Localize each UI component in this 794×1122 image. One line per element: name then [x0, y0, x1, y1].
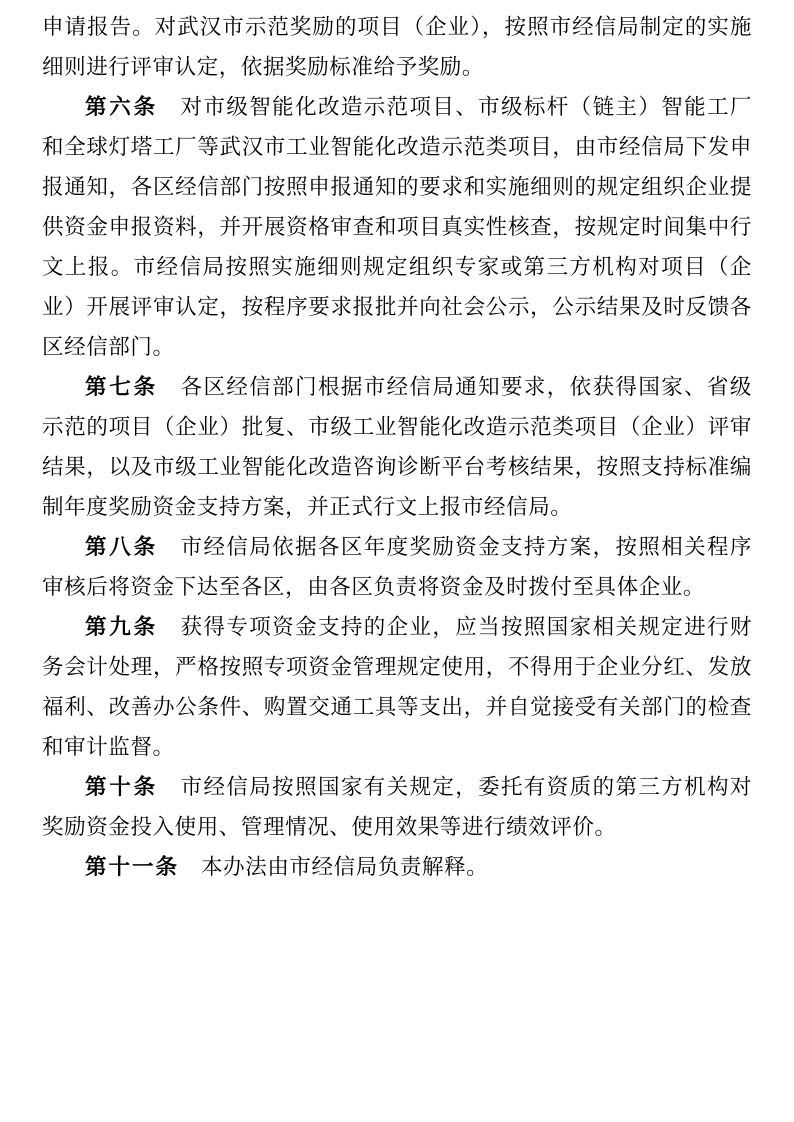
article-paragraph-6 [42, 88, 752, 368]
article-text-7: 各区经信部门根据市经信局通知要求，依获得国家、省级示范的项目（企业）批复、市级工业智能化改造示范类项目（企业）评审结果，以及市级工业智能化改造咨询诊断平台考核结果，按照支持标准编制年度奖励资金支持方案，并正式行文上报市经信局。 [42, 375, 752, 520]
article-paragraph-8 [42, 528, 752, 608]
article-paragraph-11 [42, 848, 752, 888]
article-text-11: 本办法由市经信局负责解释。 [201, 855, 489, 880]
document-body [42, 8, 752, 888]
article-text-8: 市经信局依据各区年度奖励资金支持方案，按照相关程序审核后将资金下达至各区，由各区负责将资金及时拨付至具体企业。 [42, 535, 752, 600]
article-text-6: 对市级智能化改造示范项目、市级标杆（链主）智能工厂和全球灯塔工厂等武汉市工业智能化改造示范类项目，由市经信局下发申报通知，各区经信部门按照申报通知的要求和实施细则的规定组织企业提供资金申报资料，并开展资格审查和项目真实性核查，按规定时间集中行文上报。市经信局按照实施细则规定组织专家或第三方机构对项目（企业）开展评审认定，按程序要求报批并向社会公示，公示结果及时反馈各区经信部门。 [42, 95, 752, 360]
article-label-6: 第六条 [85, 95, 158, 120]
article-label-7: 第七条 [85, 375, 158, 400]
article-paragraph-9 [42, 608, 752, 768]
continued-paragraph: 申请报告。对武汉市示范奖励的项目（企业），按照市经信局制定的实施细则进行评审认定，依据奖励标准给予奖励。 [42, 15, 752, 80]
article-label-9: 第九条 [85, 615, 158, 640]
article-label-10: 第十条 [85, 775, 158, 800]
article-text-9: 获得专项资金支持的企业，应当按照国家相关规定进行财务会计处理，严格按照专项资金管理规定使用，不得用于企业分红、发放福利、改善办公条件、购置交通工具等支出，并自觉接受有关部门的检查和审计监督。 [42, 615, 752, 760]
article-label-8: 第八条 [85, 535, 158, 560]
article-paragraph-7 [42, 368, 752, 528]
article-paragraph-10 [42, 768, 752, 848]
article-text-10: 市经信局按照国家有关规定，委托有资质的第三方机构对奖励资金投入使用、管理情况、使用效果等进行绩效评价。 [42, 775, 752, 840]
article-label-11: 第十一条 [85, 855, 180, 880]
